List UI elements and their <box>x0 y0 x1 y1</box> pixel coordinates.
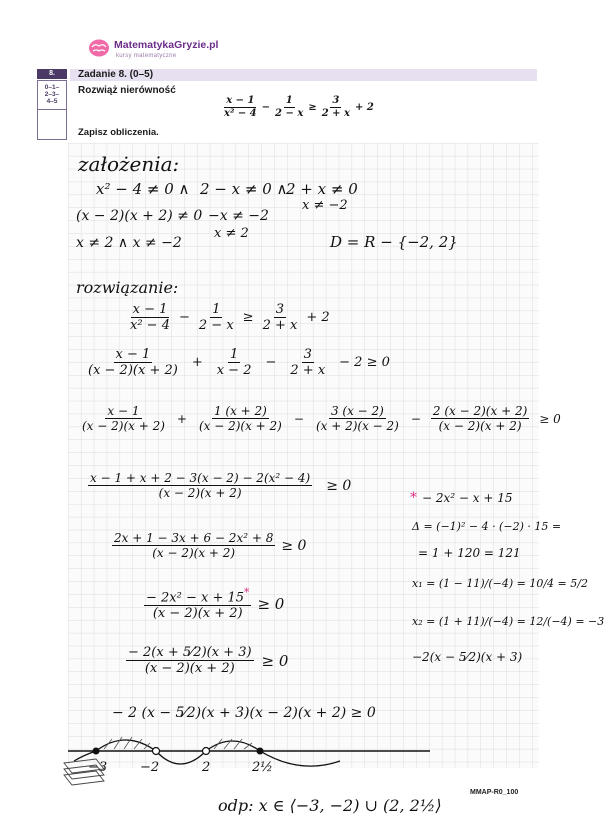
assumption-1d: x ≠ −2 <box>302 198 348 213</box>
task-number-box <box>37 69 67 79</box>
points-box <box>37 80 67 140</box>
side-star-marker: * <box>410 490 417 506</box>
axis-label-m3: −3 <box>88 760 108 775</box>
brain-icon <box>88 38 110 58</box>
assumption-3b: x ≠ 2 <box>214 226 249 241</box>
step-7: $\frac{- 2(x + 5⁄2)(x + 3)}{(x - 2)(x + 2)}$ ≥ 0 <box>128 645 289 676</box>
step-6: $\frac{- 2x^2 - x + 15^*}{(x - 2)(x + 2)}$ ≥ 0 <box>146 586 285 622</box>
footer-code: MMAP-R0_100 <box>470 789 519 796</box>
instruction: Rozwiąż nierówność <box>78 85 176 96</box>
assumption-1a: x² − 4 ≠ 0 ∧ <box>96 180 190 198</box>
axis-label-52: 2½ <box>252 760 273 775</box>
step-3: $\frac{x - 1}{(x - 2)(x + 2)}$ + $\frac{1 (x + 2)}{(x - 2)(x + 2)}$ − $\frac{3 (x - 2)}{(x + 2)(x - 2)}$ − $\frac{2 (x - 2)(x + 2)}{(x - 2)(x + 2)}$ ≥ 0 <box>82 404 561 433</box>
step-5: $\frac{\text{2x + 1 − 3x + 6 − 2x² + 8}}{(x - 2)(x + 2)}$ ≥ 0 <box>114 531 307 560</box>
step-1: $\frac{x - 1}{\text{x² − 4}}$ − $\frac{1}{2 - x}$ ≥ $\frac{3}{2 + x}$ + 2 <box>130 302 330 333</box>
solution-heading: rozwiązanie: <box>76 278 179 297</box>
axis-label-2: 2 <box>202 760 211 775</box>
brand-subtitle: kursy matematyczne <box>116 53 177 59</box>
point-m3 <box>93 748 100 755</box>
final-answer: odp: x ∈ ⟨−3, −2) ∪ (2, 2½⟩ <box>218 796 442 815</box>
assumption-2a: (x − 2)(x + 2) ≠ 0 <box>76 208 203 224</box>
point-52 <box>257 748 264 755</box>
side-calc-expression: * − 2x² − x + 15 <box>410 490 513 506</box>
points-scale-1: 0–1– <box>44 84 60 91</box>
side-calc-x1: x₁ = (1 − 11)/(−4) = 10/4 = 5/2 <box>412 577 588 590</box>
sign-diagram <box>60 725 440 785</box>
write-prompt: Zapisz obliczenia. <box>78 127 159 138</box>
step-2: $\frac{x - 1}{(x - 2)(x + 2)}$ + $\frac{1}{x - 2}$ − $\frac{3}{2 + x}$ − 2 ≥ 0 <box>88 347 390 378</box>
step-4: $\frac{\text{x − 1 + x + 2 − 3(x − 2) − 2(x² − 4)}}{(x - 2)(x + 2)}$ ≥ 0 <box>90 471 352 500</box>
task-number: 8. <box>49 70 55 77</box>
assumption-2b: −x ≠ −2 <box>208 208 269 224</box>
stamp-scribble <box>60 755 108 789</box>
assumption-1c: 2 + x ≠ 0 <box>286 180 358 198</box>
axis-label-m2: −2 <box>140 760 160 775</box>
domain: D = R − {−2, 2} <box>330 233 458 251</box>
points-scale-2: 2–3– <box>44 91 60 98</box>
side-calc-delta-result: = 1 + 120 = 121 <box>418 546 521 560</box>
step-8: − 2 (x − 5⁄2)(x + 3)(x − 2)(x + 2) ≥ 0 <box>112 705 376 721</box>
point-m2 <box>153 748 160 755</box>
brand-logo <box>88 38 110 58</box>
assumption-1b: 2 − x ≠ 0 ∧ <box>200 180 288 198</box>
task-title-bar <box>70 69 537 81</box>
assumptions-heading: założenia: <box>78 152 180 176</box>
brand-name: MatematykaGryzie.pl <box>114 39 219 51</box>
task-title: Zadanie 8. (0–5) <box>78 69 154 80</box>
side-calc-x2: x₂ = (1 + 11)/(−4) = 12/(−4) = −3 <box>412 615 604 628</box>
point-2 <box>203 748 210 755</box>
side-calc-delta: Δ = (−1)² − 4 · (−2) · 15 = <box>412 520 562 533</box>
points-scale-3: 4–5 <box>46 98 58 105</box>
star-marker: * <box>244 586 250 599</box>
task-inequality: $\frac{x - 1}{\text{x² − 4}}$ − $\frac{1}{2 - x}$ ≥ $\frac{3}{2 + x}$ + 2 <box>224 95 374 119</box>
side-calc-factor: −2(x − 5⁄2)(x + 3) <box>412 650 523 664</box>
assumption-4a: x ≠ 2 ∧ x ≠ −2 <box>76 235 182 251</box>
